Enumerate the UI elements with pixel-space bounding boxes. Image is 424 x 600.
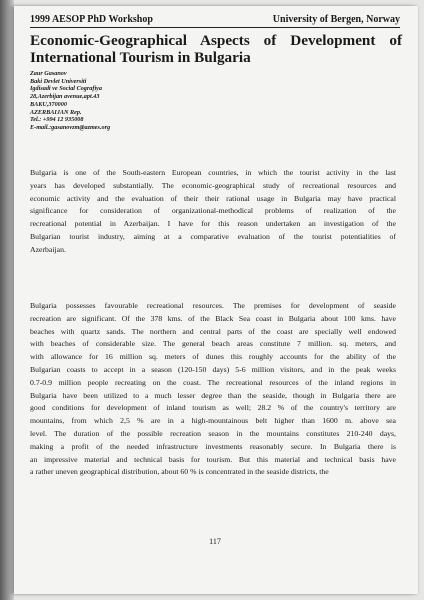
paragraph-resources [30, 300, 396, 479]
text-line: making a profit of the needed infrastructure investments reasonably secure. In Bulgaria there is [30, 441, 396, 451]
text-line: years has developed substantially. The economic-geographical study of recreational resources and [30, 180, 396, 190]
paragraph-introduction [30, 167, 396, 257]
text-line: recreation are significant. Of the 378 kms. of the Black Sea coast in Bulgaria about 100 kms. have [30, 313, 396, 323]
text-line: Bulgaria is one of the South-eastern European countries, in which the tourist activity in the last [30, 168, 396, 177]
header-university: University of Bergen, Norway [272, 14, 400, 25]
paper-title: Economic-Geographical Aspects of Development of International Tourism in Bulgaria [30, 32, 402, 66]
text-line: Bulgaria possesses favourable recreational resources. The premises for development of seaside [30, 301, 396, 310]
running-header [30, 14, 400, 28]
author-line: Zaur Gasanov [30, 70, 67, 77]
text-line: Bulgarian coasts to accept in a season (120-150 days) 5-6 million visitors, and in the peak weeks [30, 364, 396, 374]
text-line: mountains, from which 2,5 % are in a high-mountainous belt higher than 1600 m. above sea [30, 416, 396, 426]
author-line: Tel.: +994 12 935008 [30, 116, 84, 124]
text-line: Azerbaijan. [30, 244, 66, 254]
text-line: a rather uneven geographical distribution, about 60 % is concentrated in the seaside districts, the [30, 467, 329, 477]
author-line: Igdisadi ve Social Cografiya [30, 85, 103, 93]
text-line: with allowance for 16 million sq. meters of dunes this roughly accounts for the ability of the [30, 352, 396, 362]
text-line: with beaches of considerable size. The general beach areas constitute 7 million. sq. meters, and [30, 339, 396, 349]
page-number: 117 [209, 537, 221, 546]
header-workshop: 1999 AESOP PhD Workshop [30, 14, 153, 25]
author-line: BAKU,370000 [30, 100, 67, 108]
text-line: beaches with quartz sands. The northern and central parts of the coast are specially well endowed [30, 326, 396, 336]
author-line: E-mail.:gasanovzm@azmes.org [30, 123, 111, 131]
text-line: 0.7-0.9 million people recreating on the coast. The recreational resources of the inland regions in [30, 377, 396, 387]
text-line: Bulgaria have been utilized to a much lesser degree than the seaside, though in Bulgaria there are [30, 390, 396, 400]
text-line: good conditions for development of inland tourism as well; 28.2 % of the country's territory are [30, 403, 396, 413]
text-line: significance for consideration of organizational-methodical problems of realization of the [30, 206, 396, 216]
text-line: level. The duration of the possible recreation season in the mountains constitutes 210-240 days, [30, 428, 396, 438]
author-line: AZERBAIJAN Rep. [30, 108, 82, 116]
scan-edge-shadow [0, 0, 14, 600]
author-line: 28,Azerbijan avenue,apt.43 [30, 93, 100, 101]
text-line: economic activity and the evaluation of their their rational usage in Bulgaria may have practical [30, 193, 396, 203]
author-line: Baki Devlet Universiti [30, 77, 87, 85]
text-line: Bulgarian tourist industry, aiming at a comparative evaluation of the tourist potentialities of [30, 231, 396, 241]
author-block [30, 70, 230, 132]
text-line: an impressive material and technical basis for tourism. But this material and technical basis have [30, 454, 396, 464]
text-line: recreational potential in Azerbaijan. I have for this reason undertaken an investigation of the [30, 219, 396, 229]
